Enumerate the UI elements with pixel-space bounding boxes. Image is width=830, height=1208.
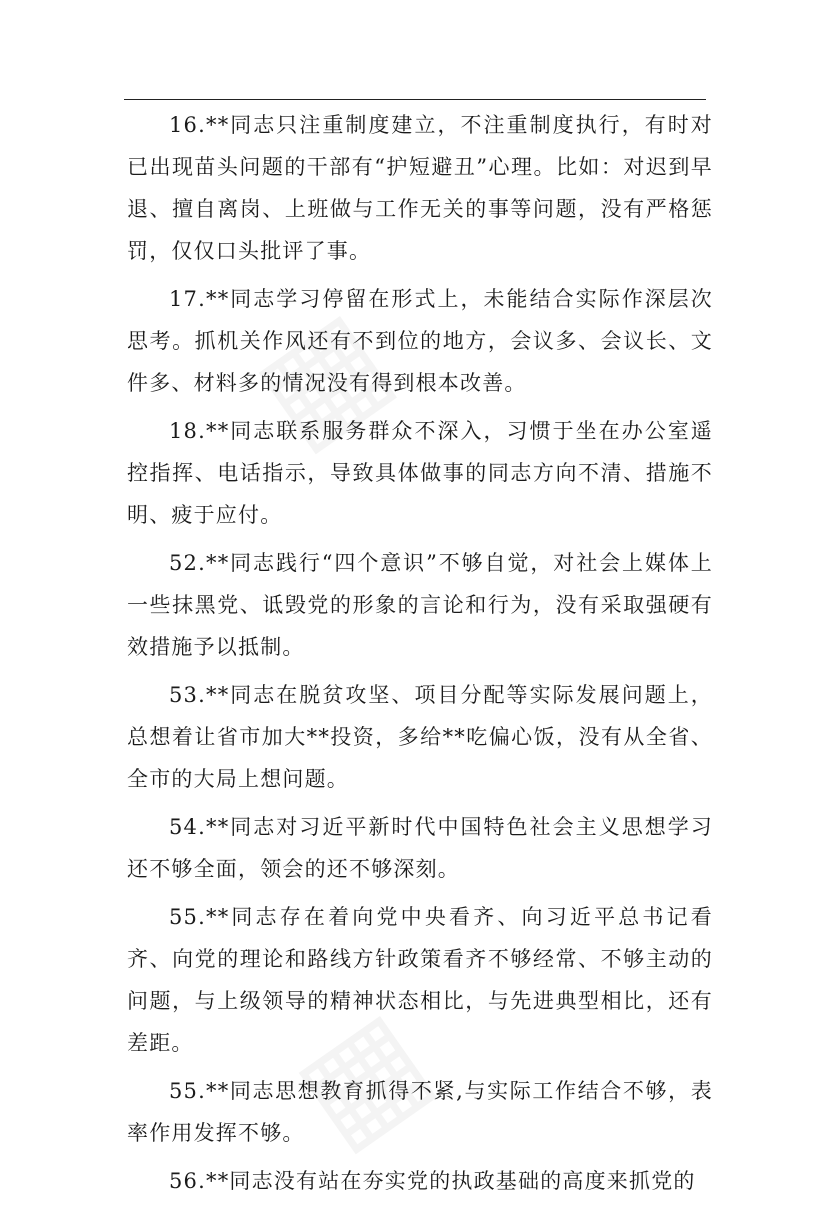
paragraph-53: 53.**同志在脱贫攻坚、项目分配等实际发展问题上，总想着让省市加大**投资，多给**吃偏心饭，没有从全省、全市的大局上想问题。 bbox=[127, 683, 713, 791]
paragraph-55a: 55.**同志存在着向党中央看齐、向习近平总书记看齐、向党的理论和路线方针政策看齐不够经常、不够主动的问题，与上级领导的精神状态相比，与先进典型相比，还有差距。 bbox=[127, 905, 713, 1055]
paragraph-52: 52.**同志践行“四个意识”不够自觉，对社会上媒体上一些抹黑党、诋毁党的形象的言论和行为，没有采取强硬有效措施予以抵制。 bbox=[127, 551, 713, 659]
paragraph-54: 54.**同志对习近平新时代中国特色社会主义思想学习还不够全面，领会的还不够深刻。 bbox=[127, 815, 713, 881]
paragraph-17: 17.**同志学习停留在形式上，未能结合实际作深层次思考。抓机关作风还有不到位的地方，会议多、会议长、文件多、材料多的情况没有得到根本改善。 bbox=[127, 287, 713, 395]
header-rule bbox=[124, 99, 706, 100]
paragraph-56: 56.**同志没有站在夯实党的执政基础的高度来抓党的 bbox=[169, 1169, 696, 1193]
document-body bbox=[127, 104, 713, 1208]
paragraph-16: 16.**同志只注重制度建立，不注重制度执行，有时对已出现苗头问题的干部有“护短避丑”心理。比如：对迟到早退、擅自离岗、上班做与工作无关的事等问题，没有严格惩罚，仅仅口头批评了事。 bbox=[127, 113, 713, 263]
paragraph-55b: 55.**同志思想教育抓得不紧,与实际工作结合不够，表率作用发挥不够。 bbox=[127, 1079, 713, 1145]
paragraph-18: 18.**同志联系服务群众不深入，习惯于坐在办公室遥控指挥、电话指示，导致具体做事的同志方向不清、措施不明、疲于应付。 bbox=[127, 419, 713, 527]
